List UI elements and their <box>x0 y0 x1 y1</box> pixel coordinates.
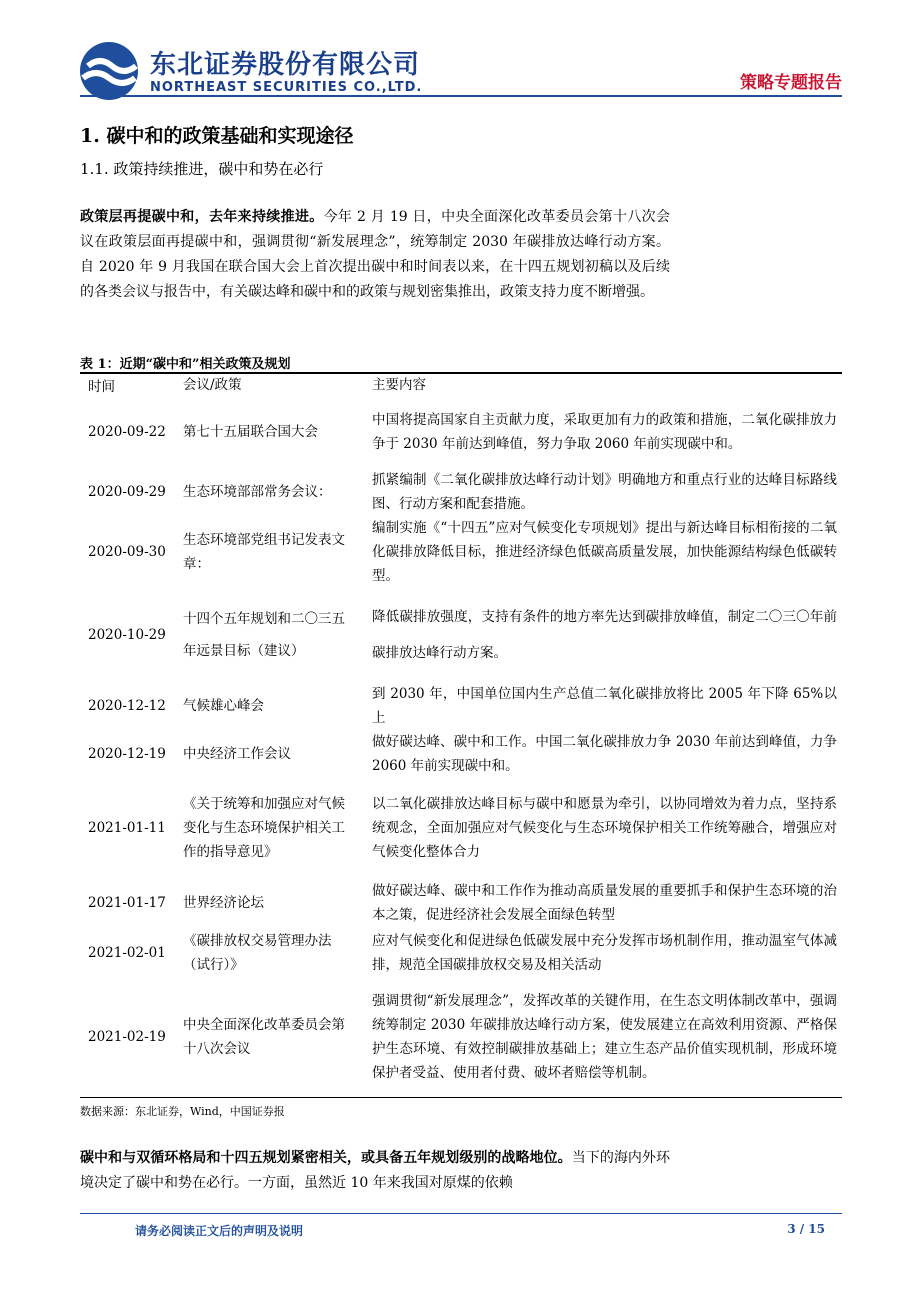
table-row <box>80 928 842 978</box>
cell-meeting: 世界经济论坛 <box>183 895 264 911</box>
table-row <box>80 682 842 730</box>
cell-content: 强调贯彻“新发展理念”，发挥改革的关键作用，在生态文明体制改革中，强调统筹制定 2030 年碳排放达峰行动方案，使发展建立在高效利用资源、严格保护生态环境、有效控制碳排放基础上；建立生态产品价值实现机制，形成环境保护者受益、使用者付费、破坏者赔偿等机制。 <box>372 993 837 1081</box>
cell-content: 以二氧化碳排放达峰目标与碳中和愿景为牵引，以协同增效为着力点，坚持系统观念，全面加强应对气候变化与生态环境保护相关工作统筹融合，增强应对气候变化整体合力 <box>372 796 837 860</box>
section-heading: 1. 碳中和的政策基础和实现途径 <box>80 125 354 147</box>
cell-content: 中国将提高国家自主贡献力度，采取更加有力的政策和措施，二氧化碳排放力争于 2030 年前达到峰值，努力争取 2060 年前实现碳中和。 <box>372 412 837 452</box>
column-header-meeting: 会议/政策 <box>183 377 242 393</box>
paragraph-lead: 政策层再提碳中和，去年来持续推进。 <box>80 209 324 225</box>
cell-date: 2020-09-22 <box>88 424 166 440</box>
table-row <box>80 730 842 778</box>
cell-date: 2021-02-01 <box>88 945 166 961</box>
cell-content: 到 2030 年，中国单位国内生产总值二氧化碳排放将比 2005 年下降 65%以上 <box>372 686 837 726</box>
table-row <box>80 878 842 928</box>
footer-divider <box>80 1213 842 1214</box>
table-source: 数据来源：东北证券，Wind，中国证券报 <box>80 1105 285 1118</box>
table-bottom-rule <box>80 1097 842 1098</box>
table-row <box>80 516 842 588</box>
paragraph-body: 当下的海内外环境决定了碳中和势在必行。一方面，虽然近 10 年来我国对原煤的依赖 <box>80 1150 671 1191</box>
report-type: 策略专题报告 <box>740 73 842 93</box>
cell-content: 抓紧编制《二氧化碳排放达峰行动计划》明确地方和重点行业的达峰目标路线图、行动方案和配套措施。 <box>372 472 837 512</box>
cell-date: 2020-12-12 <box>88 698 166 714</box>
company-name-en: NORTHEAST SECURITIES CO.,LTD. <box>150 80 423 95</box>
logo-wave-icon <box>80 42 138 100</box>
cell-date: 2020-10-29 <box>88 627 166 643</box>
company-logo <box>80 42 138 100</box>
company-name-cn: 东北证券股份有限公司 <box>150 50 421 80</box>
cell-date: 2020-09-30 <box>88 544 166 560</box>
cell-meeting: 生态环境部部常务会议： <box>183 484 332 500</box>
paragraph-lead: 碳中和与双循环格局和十四五规划紧密相关，或具备五年规划级别的战略地位。 <box>80 1150 572 1166</box>
table-row <box>80 588 842 682</box>
table-row <box>80 468 842 516</box>
page-number: 3 / 15 <box>787 1222 825 1236</box>
paragraph-followup <box>80 1146 670 1196</box>
column-header-content: 主要内容 <box>372 377 426 393</box>
cell-date: 2021-01-11 <box>88 820 166 836</box>
cell-meeting: 生态环境部党组书记发表文章： <box>183 532 345 572</box>
table-row <box>80 978 842 1096</box>
footer-disclaimer: 请务必阅读正文后的声明及说明 <box>135 1224 304 1238</box>
table-row <box>80 778 842 878</box>
cell-content: 做好碳达峰、碳中和工作。中国二氧化碳排放力争 2030 年前达到峰值，力争 2060 年前实现碳中和。 <box>372 734 837 774</box>
cell-date: 2021-02-19 <box>88 1029 166 1045</box>
cell-meeting: 中央全面深化改革委员会第十八次会议 <box>183 1017 345 1057</box>
cell-meeting: 中央经济工作会议 <box>183 746 291 762</box>
cell-content: 做好碳达峰、碳中和工作作为推动高质量发展的重要抓手和保护生态环境的治本之策，促进经济社会发展全面绿色转型 <box>372 883 837 923</box>
cell-content: 编制实施《“十四五”应对气候变化专项规划》提出与新达峰目标相衔接的二氧化碳排放降低目标，推进经济绿色低碳高质量发展，加快能源结构绿色低碳转型。 <box>372 520 837 584</box>
cell-meeting: 气候雄心峰会 <box>183 698 264 714</box>
cell-meeting: 《碳排放权交易管理办法（试行）》 <box>183 933 332 973</box>
column-header-date: 时间 <box>88 379 115 395</box>
cell-meeting: 第七十五届联合国大会 <box>183 424 318 440</box>
cell-meeting: 《关于统筹和加强应对气候变化与生态环境保护相关工作的指导意见》 <box>183 796 345 860</box>
page-header <box>0 0 920 100</box>
cell-date: 2020-12-19 <box>88 746 166 762</box>
policy-table <box>80 374 842 1096</box>
cell-date: 2021-01-17 <box>88 895 166 911</box>
header-divider <box>80 95 842 97</box>
subsection-heading: 1.1. 政策持续推进，碳中和势在必行 <box>80 160 324 178</box>
cell-content: 应对气候变化和促进绿色低碳发展中充分发挥市场机制作用，推动温室气体减排，规范全国碳排放权交易及相关活动 <box>372 933 837 973</box>
cell-content: 降低碳排放强度，支持有条件的地方率先达到碳排放峰值，制定二〇三〇年前碳排放达峰行动方案。 <box>372 609 837 661</box>
paragraph-intro <box>80 205 670 305</box>
paragraph-body: 今年 2 月 19 日，中央全面深化改革委员会第十八次会议在政策层面再提碳中和，强调贯彻“新发展理念”，统筹制定 2030 年碳排放达峰行动方案。自 2020 年 9 月我国在联合国大会上首次提出碳中和时间表以来，在十四五规划初稿以及后续的各类会议与报告中，有关碳达峰和碳中和的政策与规划密集推出，政策支持力度不断增强。 <box>80 209 670 300</box>
table-header-row <box>80 374 842 396</box>
cell-date: 2020-09-29 <box>88 484 166 500</box>
cell-meeting: 十四个五年规划和二〇三五年远景目标（建议） <box>183 611 345 659</box>
table-row <box>80 396 842 468</box>
table-title: 表 1：近期“碳中和”相关政策及规划 <box>80 357 291 372</box>
